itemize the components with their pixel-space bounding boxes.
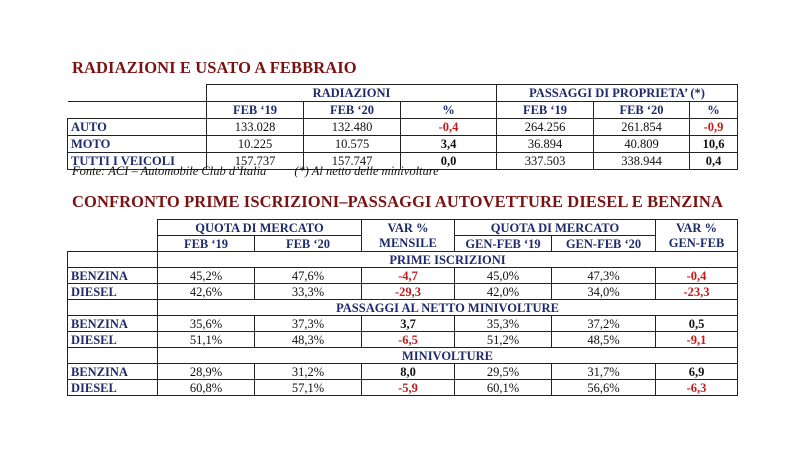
cell: 47,3% <box>552 268 656 284</box>
table-row <box>68 119 738 136</box>
table-row <box>68 364 738 380</box>
cell: 42,0% <box>455 284 552 300</box>
cell: 45,2% <box>158 268 255 284</box>
col-header: % <box>401 102 497 119</box>
cell: -9,1 <box>656 332 738 348</box>
col-header: GEN-FEB ‘20 <box>552 236 656 252</box>
row-label: BENZINA <box>68 316 158 332</box>
cell: 51,2% <box>455 332 552 348</box>
header-radiazioni: RADIAZIONI <box>207 85 497 102</box>
cell: 8,0 <box>362 364 455 380</box>
cell: 33,3% <box>255 284 362 300</box>
cell: -6,3 <box>656 380 738 396</box>
cell: 45,0% <box>455 268 552 284</box>
cell: 37,2% <box>552 316 656 332</box>
row-label: DIESEL <box>68 284 158 300</box>
table-row <box>68 136 738 153</box>
row-label: MOTO <box>68 136 207 153</box>
spacer-cell <box>68 300 158 316</box>
row-label: BENZINA <box>68 364 158 380</box>
col-header: FEB ‘19 <box>158 236 255 252</box>
spacer-cell <box>68 348 158 364</box>
footnote-text: (*) Al netto delle minivolture <box>294 164 439 178</box>
cell: 34,0% <box>552 284 656 300</box>
header-passaggi: PASSAGGI DI PROPRIETA’ (*) <box>497 85 738 102</box>
cell: 10.225 <box>207 136 304 153</box>
cell: -6,5 <box>362 332 455 348</box>
col-header: FEB ‘20 <box>255 236 362 252</box>
cell: 0,5 <box>656 316 738 332</box>
header-quota-1: QUOTA DI MERCATO <box>158 220 362 236</box>
col-header: GEN-FEB ‘19 <box>455 236 552 252</box>
col-header: FEB ‘20 <box>594 102 690 119</box>
header-var-genfeb: VAR % <box>656 220 738 236</box>
cell: 6,9 <box>656 364 738 380</box>
cell: 337.503 <box>497 153 594 170</box>
cell: 56,6% <box>552 380 656 396</box>
cell: 28,9% <box>158 364 255 380</box>
source-text: Fonte: ACI – Automobile Club d’Italia <box>72 164 267 178</box>
section-title: MINIVOLTURE <box>158 348 738 364</box>
cell: 0,0 <box>401 153 497 170</box>
cell: 10,6 <box>690 136 738 153</box>
cell: -5,9 <box>362 380 455 396</box>
col-header: FEB ‘20 <box>304 102 401 119</box>
col-header: % <box>690 102 738 119</box>
section-title: PRIME ISCRIZIONI <box>158 252 738 268</box>
cell: 36.894 <box>497 136 594 153</box>
cell: 37,3% <box>255 316 362 332</box>
cell: 264.256 <box>497 119 594 136</box>
cell: 3,7 <box>362 316 455 332</box>
table-row <box>68 380 738 396</box>
cell: 57,1% <box>255 380 362 396</box>
cell: -29,3 <box>362 284 455 300</box>
header-var-mensile: VAR % <box>362 220 455 236</box>
row-label: BENZINA <box>68 268 158 284</box>
cell: 47,6% <box>255 268 362 284</box>
row-label: DIESEL <box>68 332 158 348</box>
cell: 10.575 <box>304 136 401 153</box>
corner-cell <box>68 85 207 102</box>
cell: 338.944 <box>594 153 690 170</box>
cell: 48,5% <box>552 332 656 348</box>
row-label: DIESEL <box>68 380 158 396</box>
cell: 31,2% <box>255 364 362 380</box>
cell: 35,6% <box>158 316 255 332</box>
cell: 42,6% <box>158 284 255 300</box>
spacer-cell <box>68 252 158 268</box>
cell: 0,4 <box>690 153 738 170</box>
cell: -0,4 <box>401 119 497 136</box>
cell: 3,4 <box>401 136 497 153</box>
corner-cell <box>68 102 207 119</box>
col-header: FEB ‘19 <box>497 102 594 119</box>
cell: 48,3% <box>255 332 362 348</box>
title-confronto: CONFRONTO PRIME ISCRIZIONI–PASSAGGI AUTOVETTURE DIESEL E BENZINA <box>72 192 723 211</box>
cell: 60,1% <box>455 380 552 396</box>
cell: -23,3 <box>656 284 738 300</box>
cell: 132.480 <box>304 119 401 136</box>
row-label: AUTO <box>68 119 207 136</box>
table-row <box>68 332 738 348</box>
source-note <box>72 164 467 179</box>
col-header: FEB ‘19 <box>207 102 304 119</box>
title-radiazioni: RADIAZIONI E USATO A FEBBRAIO <box>72 58 357 77</box>
cell: 40.809 <box>594 136 690 153</box>
table-row <box>68 268 738 284</box>
cell: 29,5% <box>455 364 552 380</box>
col-header: GEN-FEB <box>656 236 738 252</box>
cell: -0,9 <box>690 119 738 136</box>
cell: 133.028 <box>207 119 304 136</box>
col-header: MENSILE <box>362 236 455 252</box>
table-radiazioni-usato <box>67 84 738 170</box>
cell: 60,8% <box>158 380 255 396</box>
row-label: TUTTI I VEICOLI <box>68 153 207 170</box>
corner-cell <box>68 220 158 252</box>
table-confronto <box>67 219 738 396</box>
cell: 261.854 <box>594 119 690 136</box>
cell: 51,1% <box>158 332 255 348</box>
cell: -4,7 <box>362 268 455 284</box>
table-row <box>68 316 738 332</box>
header-quota-2: QUOTA DI MERCATO <box>455 220 656 236</box>
section-title: PASSAGGI AL NETTO MINIVOLTURE <box>158 300 738 316</box>
table-row <box>68 284 738 300</box>
cell: -0,4 <box>656 268 738 284</box>
cell: 35,3% <box>455 316 552 332</box>
cell: 157.747 <box>304 153 401 170</box>
cell: 157.737 <box>207 153 304 170</box>
cell: 31,7% <box>552 364 656 380</box>
